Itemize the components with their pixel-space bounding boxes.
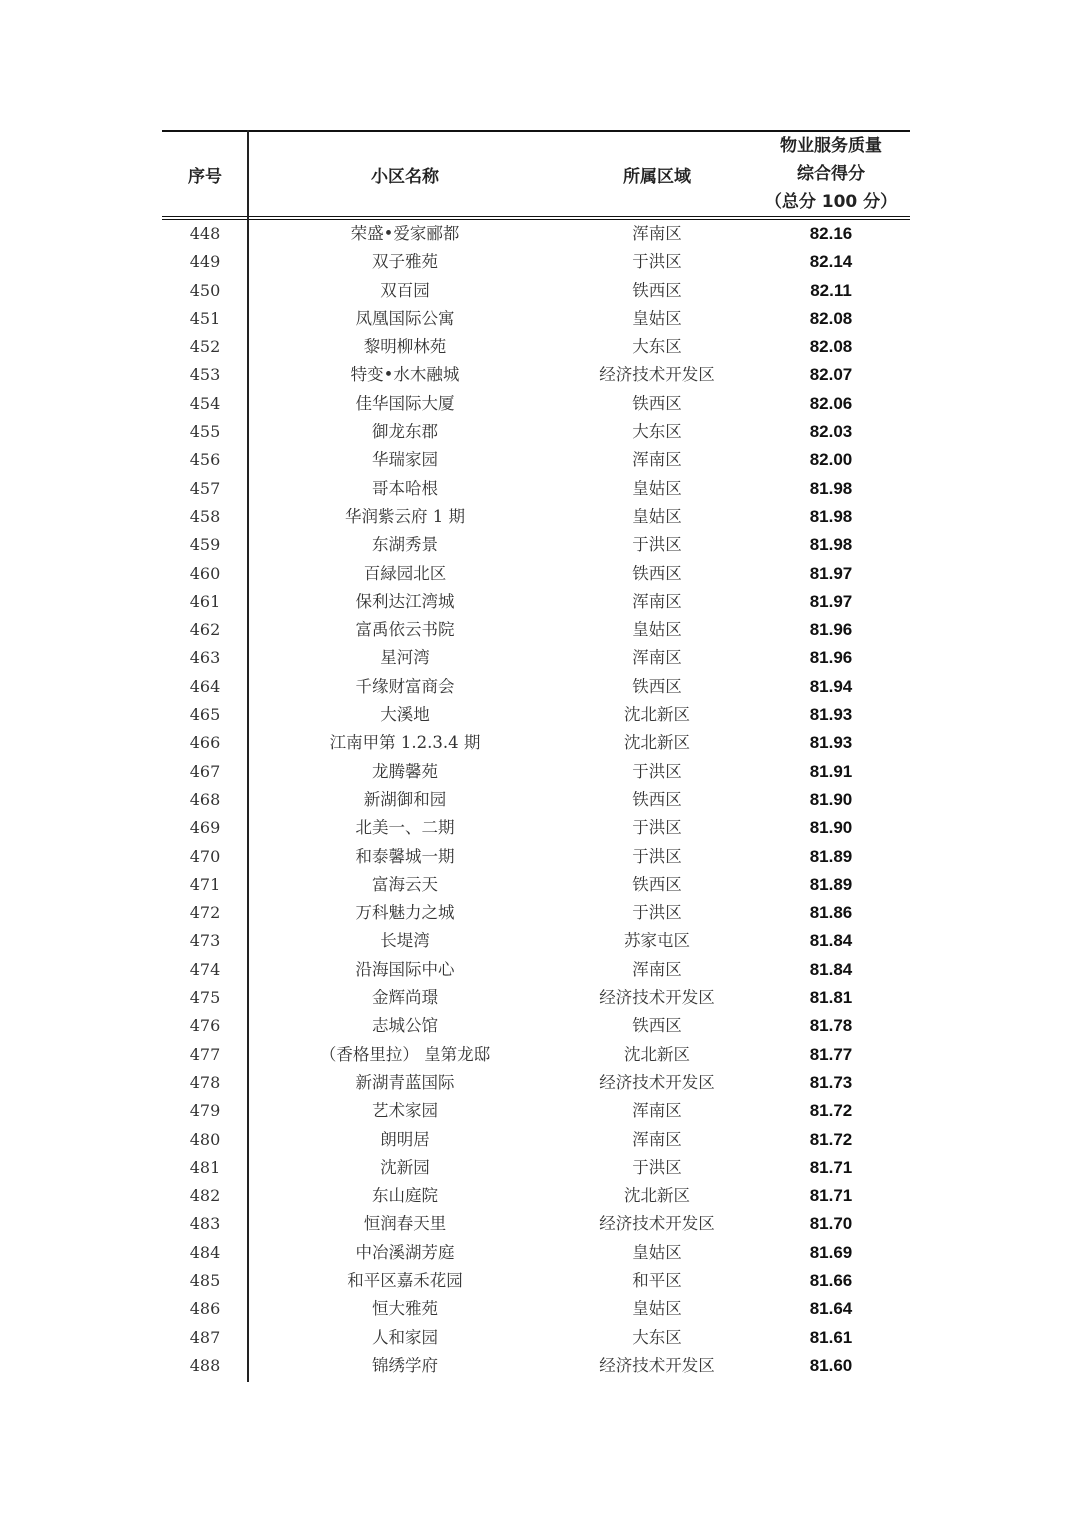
row-area: 浑南区	[632, 450, 682, 470]
row-name: 和平区嘉禾花园	[347, 1270, 463, 1290]
row-seq: 459	[189, 535, 221, 555]
row-area: 经济技术开发区	[599, 365, 715, 385]
row-name: 荣盛•爱家郦都	[350, 224, 460, 243]
row-score: 81.84	[809, 959, 853, 979]
row-name: 新湖御和园	[363, 789, 447, 809]
row-seq: 460	[189, 563, 221, 583]
row-name: 恒大雅苑	[372, 1299, 438, 1319]
row-score: 81.64	[809, 1299, 853, 1319]
row-seq: 475	[189, 988, 221, 1008]
row-name: 哥本哈根	[372, 478, 438, 498]
row-seq: 467	[189, 761, 221, 781]
row-seq: 449	[189, 252, 221, 272]
table-row	[162, 1352, 910, 1380]
table-row	[162, 531, 910, 559]
row-name: 华瑞家园	[372, 450, 438, 470]
row-name: 万科魅力之城	[355, 903, 455, 923]
row-name: 御龙东郡	[372, 422, 438, 442]
row-area: 铁西区	[632, 1016, 682, 1036]
table-row	[162, 984, 910, 1012]
table-row	[162, 927, 910, 955]
row-score: 81.77	[809, 1044, 853, 1064]
row-area: 于洪区	[632, 903, 682, 923]
row-area: 铁西区	[632, 280, 682, 300]
row-name: 北美一、二期	[355, 818, 455, 838]
row-score: 82.08	[809, 308, 853, 328]
row-name: 富海云天	[372, 874, 438, 894]
row-score: 81.84	[809, 931, 853, 951]
row-name: 人和家园	[372, 1327, 438, 1347]
table-row	[162, 1069, 910, 1097]
row-area: 铁西区	[632, 393, 682, 413]
row-area: 沈北新区	[624, 705, 690, 725]
table-row	[162, 1239, 910, 1267]
table-row	[162, 446, 910, 474]
row-seq: 483	[189, 1214, 221, 1234]
row-seq: 484	[189, 1242, 221, 1262]
row-score: 81.72	[809, 1101, 853, 1121]
table-row	[162, 588, 910, 616]
table-row	[162, 503, 910, 531]
row-score: 81.86	[809, 903, 853, 923]
row-name: 金辉尚璟	[372, 988, 438, 1008]
row-seq: 462	[189, 620, 221, 640]
row-area: 经济技术开发区	[599, 1214, 715, 1234]
row-score: 82.07	[809, 365, 853, 385]
row-area: 经济技术开发区	[599, 1072, 715, 1092]
row-seq: 482	[189, 1186, 221, 1206]
row-name: 长堤湾	[380, 931, 430, 951]
row-area: 浑南区	[632, 1129, 682, 1149]
row-seq: 461	[189, 591, 221, 611]
row-area: 沈北新区	[624, 733, 690, 753]
table-row	[162, 701, 910, 729]
row-score: 81.91	[809, 761, 853, 781]
row-area: 沈北新区	[624, 1044, 690, 1064]
table-row	[162, 1126, 910, 1154]
table-row	[162, 1012, 910, 1040]
row-name: 和泰馨城一期	[355, 846, 455, 866]
row-area: 苏家屯区	[624, 931, 690, 951]
row-score: 81.97	[809, 591, 853, 611]
table-row	[162, 560, 910, 588]
row-score: 81.71	[809, 1186, 853, 1206]
row-score: 81.60	[809, 1355, 853, 1375]
header-seq: 序号	[188, 166, 222, 187]
table-row	[162, 786, 910, 814]
row-score: 81.73	[809, 1072, 853, 1092]
row-area: 铁西区	[632, 874, 682, 894]
row-seq: 464	[189, 676, 221, 696]
row-name: 大溪地	[380, 705, 430, 725]
row-name: 富禹依云书院	[355, 620, 455, 640]
row-area: 和平区	[632, 1270, 682, 1290]
row-score: 81.89	[809, 846, 853, 866]
row-name: 特变•水木融城	[350, 365, 460, 385]
row-area: 沈北新区	[624, 1186, 690, 1206]
row-name: 星河湾	[380, 648, 430, 668]
row-area: 皇姑区	[632, 478, 682, 498]
row-score: 81.93	[809, 733, 853, 753]
row-seq: 478	[189, 1072, 221, 1092]
row-seq: 487	[189, 1327, 221, 1347]
row-score: 82.14	[809, 252, 853, 272]
table-row	[162, 758, 910, 786]
row-area: 于洪区	[632, 535, 682, 555]
row-score: 81.97	[809, 563, 853, 583]
table-row	[162, 390, 910, 418]
row-area: 皇姑区	[632, 620, 682, 640]
row-score: 81.96	[809, 620, 853, 640]
row-area: 于洪区	[632, 818, 682, 838]
row-score: 82.11	[810, 280, 852, 300]
row-seq: 477	[189, 1044, 221, 1064]
row-seq: 454	[189, 393, 221, 413]
row-name: 东湖秀景	[372, 535, 438, 555]
row-area: 铁西区	[632, 676, 682, 696]
row-area: 于洪区	[632, 846, 682, 866]
row-area: 皇姑区	[632, 308, 682, 328]
row-seq: 471	[189, 874, 221, 894]
header-score-line2: 综合得分	[797, 164, 865, 184]
row-area: 大东区	[632, 422, 682, 442]
row-name: 千缘财富商会	[355, 676, 455, 696]
row-name: 朗明居	[380, 1129, 430, 1149]
table-row	[162, 305, 910, 333]
row-name: 沿海国际中心	[355, 959, 455, 979]
row-area: 于洪区	[632, 252, 682, 272]
row-score: 81.71	[809, 1157, 853, 1177]
table-row	[162, 729, 910, 757]
row-area: 浑南区	[632, 1101, 682, 1121]
row-score: 81.81	[809, 988, 853, 1008]
header-area: 所属区域	[623, 166, 691, 187]
row-area: 皇姑区	[632, 1242, 682, 1262]
row-score: 82.03	[809, 422, 853, 442]
table-row	[162, 1154, 910, 1182]
row-seq: 469	[189, 818, 221, 838]
row-seq: 481	[189, 1157, 221, 1177]
row-name: 沈新园	[380, 1157, 430, 1177]
row-seq: 485	[189, 1270, 221, 1290]
row-name: 黎明柳林苑	[363, 337, 447, 357]
table-row	[162, 1295, 910, 1323]
table-row	[162, 248, 910, 276]
row-seq: 455	[189, 422, 221, 442]
table-row	[162, 673, 910, 701]
row-area: 经济技术开发区	[599, 1355, 715, 1375]
row-score: 81.70	[809, 1214, 853, 1234]
row-name: 华润紫云府 1 期	[345, 506, 465, 526]
table-row	[162, 616, 910, 644]
row-area: 浑南区	[632, 224, 682, 243]
table-row	[162, 277, 910, 305]
row-score: 81.89	[809, 874, 853, 894]
row-score: 81.98	[809, 478, 853, 498]
row-name: 艺术家园	[372, 1101, 438, 1121]
row-score: 81.69	[809, 1242, 853, 1262]
row-name: 恒润春天里	[363, 1214, 447, 1234]
header-name: 小区名称	[371, 166, 439, 187]
row-score: 81.72	[809, 1129, 853, 1149]
row-area: 浑南区	[632, 591, 682, 611]
row-name: 佳华国际大厦	[355, 393, 455, 413]
table-row	[162, 644, 910, 672]
row-seq: 479	[189, 1101, 221, 1121]
row-area: 大东区	[632, 337, 682, 357]
row-seq: 474	[189, 959, 221, 979]
row-score: 81.93	[809, 705, 853, 725]
table-body	[162, 220, 910, 1380]
row-score: 82.08	[809, 337, 853, 357]
row-name: 锦绣学府	[372, 1355, 438, 1375]
table-header	[162, 132, 910, 216]
row-score: 81.94	[809, 676, 853, 696]
row-name: 百緑园北区	[363, 563, 447, 583]
row-seq: 486	[189, 1299, 221, 1319]
table-row	[162, 1097, 910, 1125]
row-score: 82.00	[809, 450, 853, 470]
table-row	[162, 1267, 910, 1295]
row-score: 81.98	[809, 506, 853, 526]
row-name: 东山庭院	[372, 1186, 438, 1206]
table-row	[162, 843, 910, 871]
row-area: 于洪区	[632, 1157, 682, 1177]
row-name: 新湖青蓝国际	[355, 1072, 455, 1092]
row-area: 皇姑区	[632, 1299, 682, 1319]
row-score: 82.06	[809, 393, 853, 413]
table-row	[162, 475, 910, 503]
row-area: 皇姑区	[632, 506, 682, 526]
header-score-line3: （总分 100 分）	[764, 192, 898, 212]
row-seq: 453	[189, 365, 221, 385]
row-score: 81.98	[809, 535, 853, 555]
table-row	[162, 1041, 910, 1069]
row-seq: 473	[189, 931, 221, 951]
row-area: 浑南区	[632, 648, 682, 668]
row-score: 81.90	[809, 818, 853, 838]
row-seq: 466	[189, 733, 221, 753]
row-seq: 465	[189, 705, 221, 725]
row-name: 中冶溪湖芳庭	[355, 1242, 455, 1262]
row-score: 81.66	[809, 1270, 853, 1290]
table-row	[162, 1182, 910, 1210]
row-seq: 456	[189, 450, 221, 470]
row-seq: 468	[189, 789, 221, 809]
table-row	[162, 418, 910, 446]
row-area: 大东区	[632, 1327, 682, 1347]
table-row	[162, 956, 910, 984]
table-row	[162, 333, 910, 361]
table-row	[162, 361, 910, 389]
row-name: （香格里拉） 皇第龙邸	[319, 1044, 491, 1064]
row-area: 浑南区	[632, 959, 682, 979]
row-area: 经济技术开发区	[599, 988, 715, 1008]
row-seq: 488	[189, 1355, 221, 1375]
row-score: 81.96	[809, 648, 853, 668]
row-name: 双子雅苑	[372, 252, 438, 272]
row-score: 81.61	[809, 1327, 853, 1347]
row-seq: 450	[189, 280, 221, 300]
table-row	[162, 220, 910, 248]
row-area: 于洪区	[632, 761, 682, 781]
table-row	[162, 814, 910, 842]
row-name: 江南甲第 1.2.3.4 期	[329, 733, 481, 753]
table-row	[162, 1210, 910, 1238]
row-seq: 457	[189, 478, 221, 498]
table-row	[162, 871, 910, 899]
row-seq: 472	[189, 903, 221, 923]
row-seq: 480	[189, 1129, 221, 1149]
row-seq: 470	[189, 846, 221, 866]
row-name: 龙腾馨苑	[372, 761, 438, 781]
row-seq: 458	[189, 506, 221, 526]
ranking-table	[162, 130, 910, 1380]
row-seq: 451	[189, 308, 221, 328]
row-area: 铁西区	[632, 789, 682, 809]
row-name: 凤凰国际公寓	[355, 308, 455, 328]
row-seq: 463	[189, 648, 221, 668]
row-area: 铁西区	[632, 563, 682, 583]
header-score-line1: 物业服务质量	[780, 136, 882, 156]
row-name: 双百园	[380, 280, 430, 300]
row-seq: 448	[189, 224, 221, 243]
row-score: 82.16	[809, 224, 853, 243]
row-seq: 476	[189, 1016, 221, 1036]
row-name: 保利达江湾城	[355, 591, 455, 611]
header-score	[752, 132, 910, 216]
row-score: 81.90	[809, 789, 853, 809]
row-seq: 452	[189, 337, 221, 357]
table-row	[162, 899, 910, 927]
row-score: 81.78	[809, 1016, 853, 1036]
row-name: 志城公馆	[372, 1016, 438, 1036]
table-row	[162, 1324, 910, 1352]
